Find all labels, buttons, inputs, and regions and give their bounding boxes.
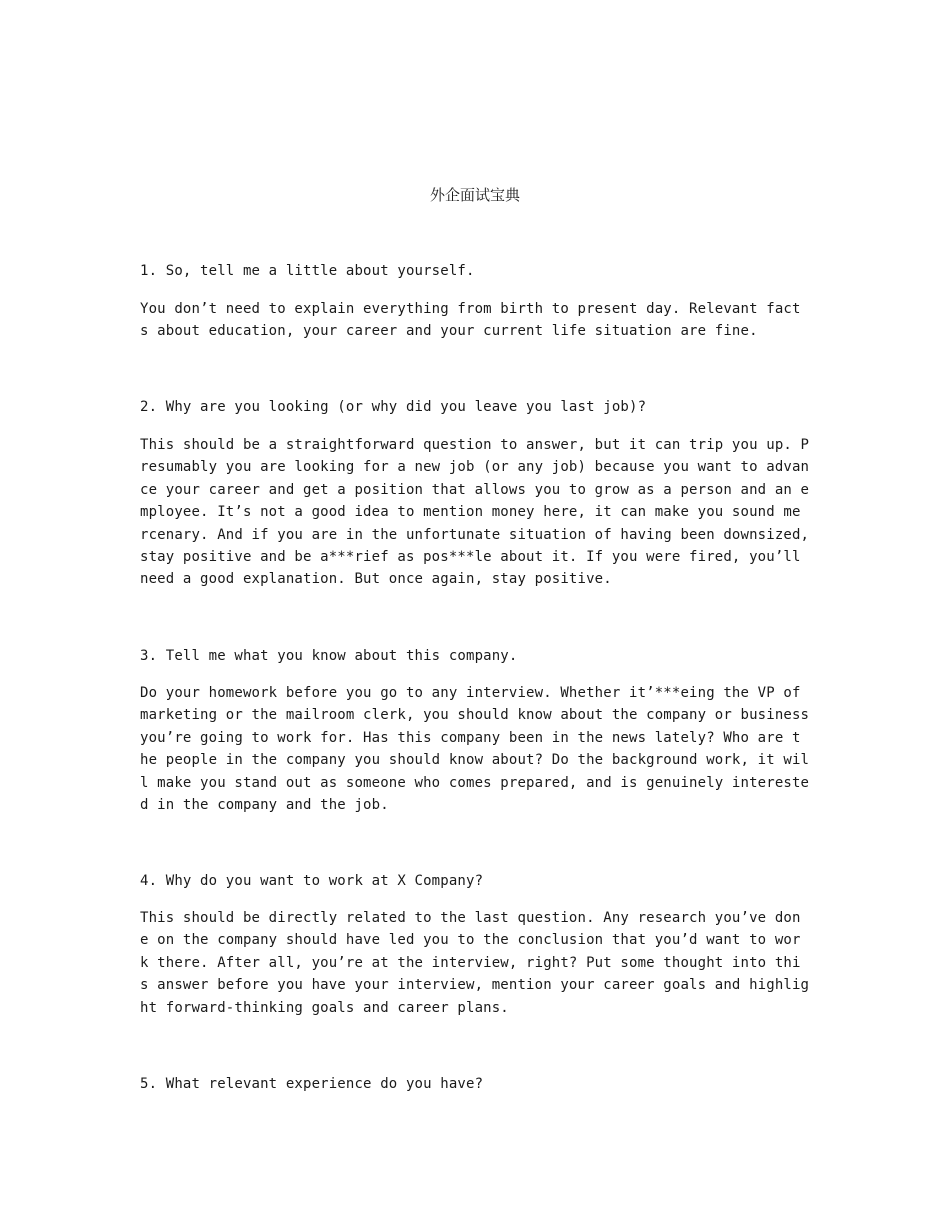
answer-line: resumably you are looking for a new job (or any job) because you want to advan [140,459,810,476]
answer-line: stay positive and be a***rief as pos***le about it. If you were fired, you’ll [140,549,801,566]
question-3: 3. Tell me what you know about this company. [140,648,518,664]
answer-line: d in the company and the job. [140,797,389,814]
question-5: 5. What relevant experience do you have? [140,1076,484,1092]
question-4: 4. Why do you want to work at X Company? [140,873,484,889]
answer-line: Do your homework before you go to any interview. Whether it’***eing the VP of [140,685,801,701]
answer-line: s answer before you have your interview, mention your career goals and highlig [140,977,810,994]
answer-line: You don’t need to explain everything from birth to present day. Relevant fact [140,301,801,317]
question-2: 2. Why are you looking (or why did you leave you last job)? [140,399,647,415]
answer-line: s about education, your career and your current life situation are fine. [140,323,758,340]
answer-line: rcenary. And if you are in the unfortunate situation of having been downsized, [140,526,810,543]
answer-line: he people in the company you should know about? Do the background work, it wil [140,752,810,769]
question-1: 1. So, tell me a little about yourself. [140,263,475,279]
answer-line: ce your career and get a position that allows you to grow as a person and an e [140,481,810,498]
answer-line: This should be a straightforward question to answer, but it can trip you up. P [140,437,810,453]
answer-line: you’re going to work for. Has this company been in the news lately? Who are t [140,729,801,746]
answer-line: This should be directly related to the last question. Any research you’ve don [140,910,801,926]
answer-line: marketing or the mailroom clerk, you should know about the company or business [140,707,810,724]
answer-3 [140,682,820,816]
answer-line: mployee. It’s not a good idea to mention money here, it can make you sound me [140,504,801,521]
answer-2 [140,434,820,591]
answer-line: l make you stand out as someone who comes prepared, and is genuinely intereste [140,774,810,791]
answer-1 [140,298,820,343]
answer-line: need a good explanation. But once again, stay positive. [140,571,612,588]
answer-line: ht forward-thinking goals and career plans. [140,999,509,1016]
document-title: 外企面试宝典 [429,186,520,204]
answer-4 [140,907,820,1019]
answer-line: e on the company should have led you to the conclusion that you’d want to wor [140,932,801,949]
answer-line: k there. After all, you’re at the interview, right? Put some thought into thi [140,954,801,971]
